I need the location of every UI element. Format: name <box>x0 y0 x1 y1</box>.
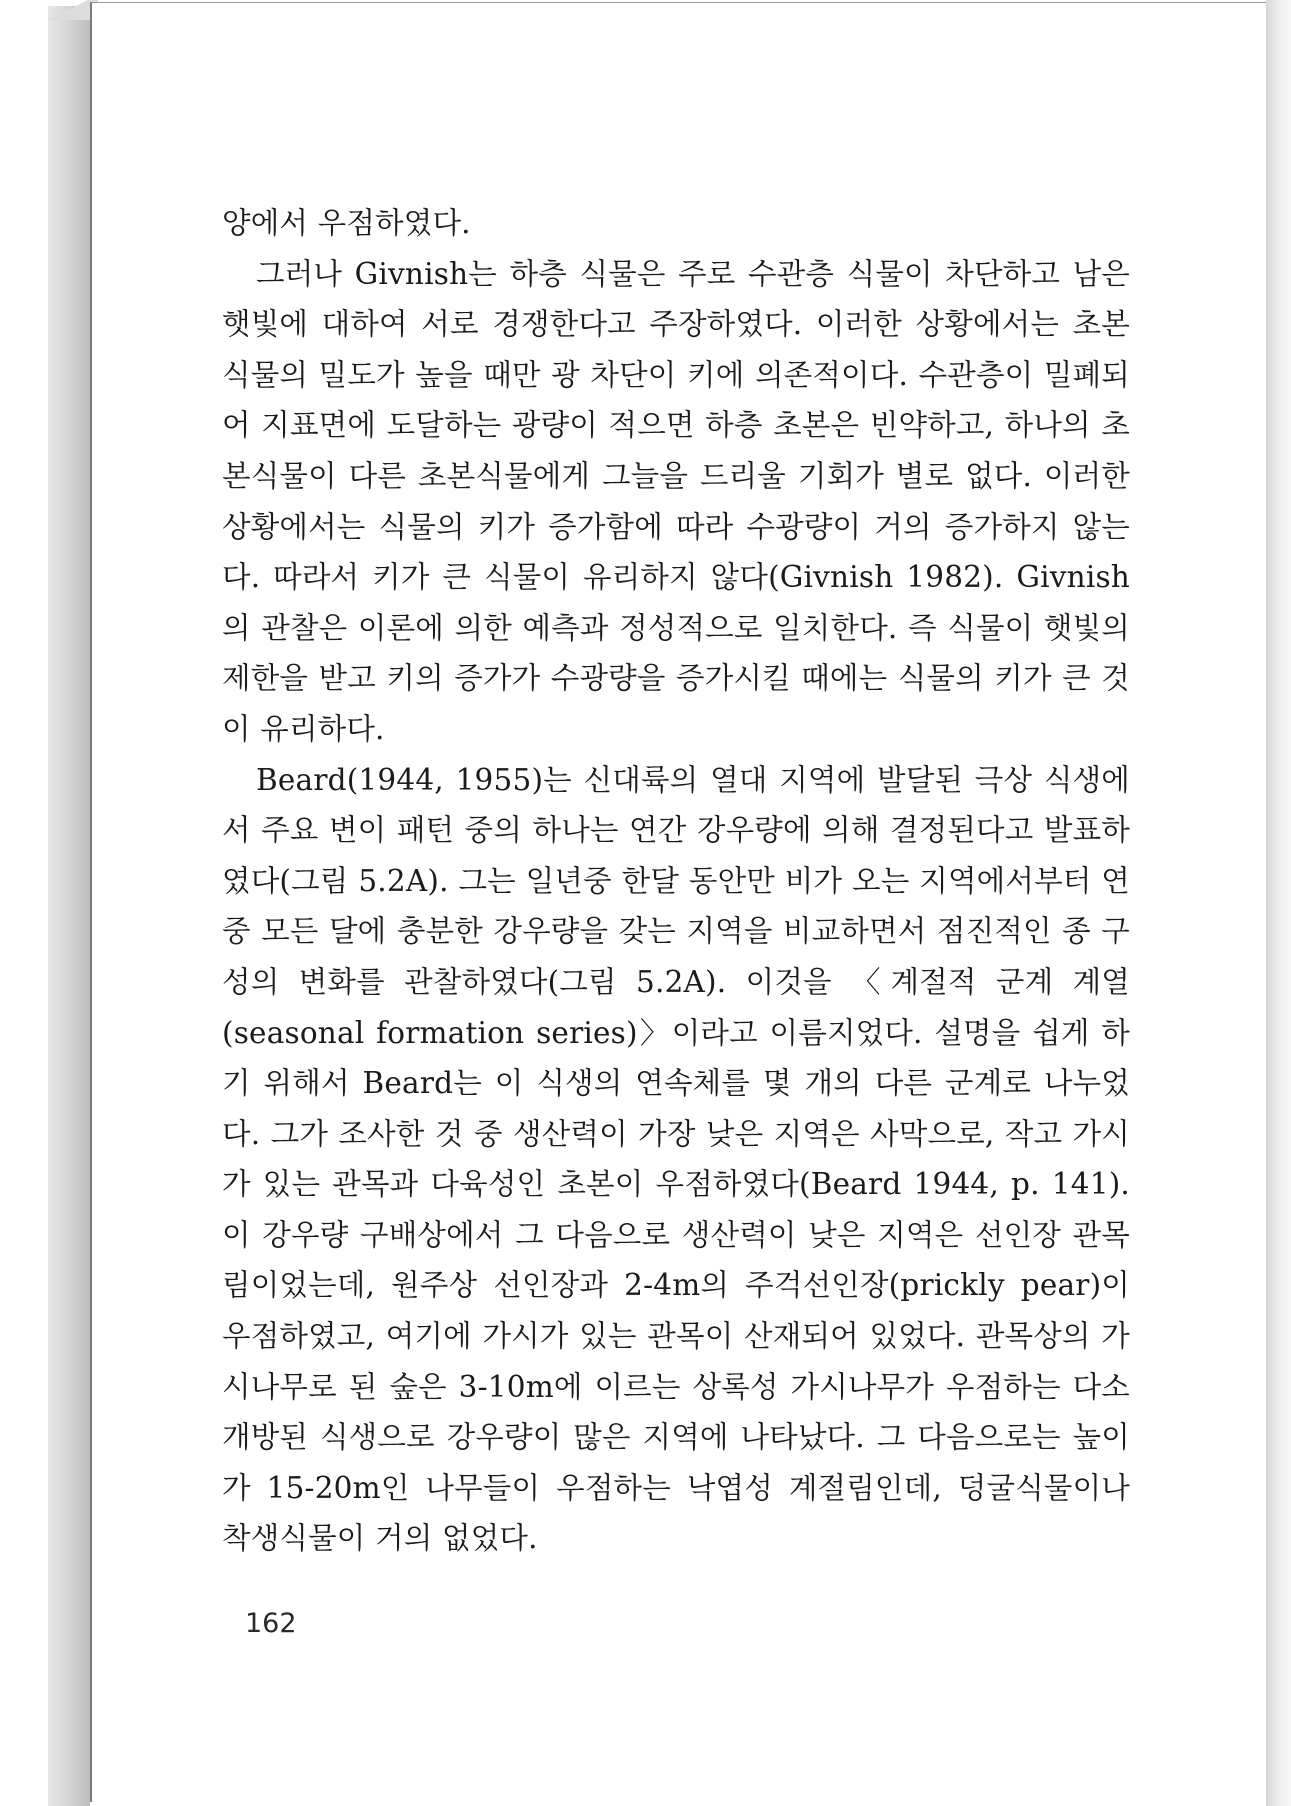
page-stack-edge <box>1266 0 1291 1806</box>
page-number: 162 <box>245 1608 297 1639</box>
body-text <box>222 198 1130 1564</box>
paragraph-beard: Beard(1944, 1955)는 신대륙의 열대 지역에 발달된 극상 식생에서 주요 변이 패턴 중의 하나는 연간 강우량에 의해 결정된다고 발표하였다(그림 5.2A). 그는 일년중 한달 동안만 비가 오는 지역에서부터 연중 모든 달에 충분한 강우량을 갖는 지역을 비교하면서 점진적인 종 구성의 변화를 관찰하였다(그림 5.2A). 이것을 〈계절적 군계 계열(seasonal formation series)〉이라고 이름지었다. 설명을 쉽게 하기 위해서 Beard는 이 식생의 연속체를 몇 개의 다른 군계로 나누었다. 그가 조사한 것 중 생산력이 가장 낮은 지역은 사막으로, 작고 가시가 있는 관목과 다육성인 초본이 우점하였다(Beard 1944, p. 141). 이 강우량 구배상에서 그 다음으로 생산력이 낮은 지역은 선인장 관목림이었는데, 원주상 선인장과 2-4m의 주걱선인장(prickly pear)이 우점하였고, 여기에 가시가 있는 관목이 산재되어 있었다. 관목상의 가시나무로 된 숲은 3-10m에 이르는 상록성 가시나무가 우점하는 다소 개방된 식생으로 강우량이 많은 지역에 나타났다. 그 다음으로는 높이가 15-20m인 나무들이 우점하는 낙엽성 계절림인데, 덩굴식물이나 착생식물이 거의 없었다. <box>222 762 1130 1556</box>
paragraph-continuation: 양에서 우점하였다. <box>222 206 471 240</box>
book-spine <box>48 6 90 1806</box>
paragraph-givnish: 그러나 Givnish는 하층 식물은 주로 수관층 식물이 차단하고 남은 햇빛에 대하여 서로 경쟁한다고 주장하였다. 이러한 상황에서는 초본식물의 밀도가 높을 때만 광 차단이 키에 의존적이다. 수관층이 밀폐되어 지표면에 도달하는 광량이 적으면 하층 초본은 빈약하고, 하나의 초본식물이 다른 초본식물에게 그늘을 드리울 기회가 별로 없다. 이러한 상황에서는 식물의 키가 증가함에 따라 수광량이 거의 증가하지 않는다. 따라서 키가 큰 식물이 유리하지 않다(Givnish 1982). Givnish의 관찰은 이론에 의한 예측과 정성적으로 일치한다. 즉 식물이 햇빛의 제한을 받고 키의 증가가 수광량을 증가시킬 때에는 식물의 키가 큰 것이 유리하다. <box>222 256 1130 746</box>
